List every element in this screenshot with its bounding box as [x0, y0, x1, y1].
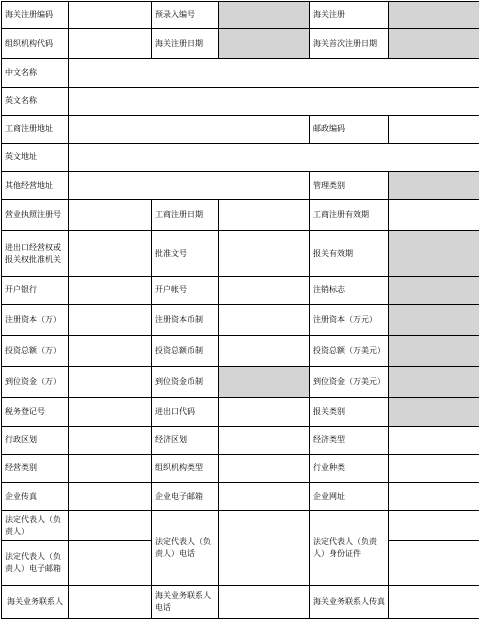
customs-contact-fax-label: 海关业务联系人传真: [310, 585, 389, 618]
cancellation-flag-label: 注销标志: [310, 276, 389, 304]
business-reg-date-value[interactable]: [219, 200, 310, 231]
customs-reg-code-label: 海关注册编码: [2, 2, 69, 29]
business-license-no-value[interactable]: [69, 200, 152, 231]
company-email-label: 企业电子邮箱: [152, 482, 219, 510]
form-row: [2, 511, 479, 541]
industry-type-value[interactable]: [389, 454, 479, 482]
tax-reg-no-value[interactable]: [69, 398, 152, 426]
import-export-code-value[interactable]: [219, 398, 310, 426]
customs-reg-date-value: [219, 29, 310, 59]
business-reg-address-label: 工商注册地址: [2, 115, 69, 143]
company-fax-value[interactable]: [69, 482, 152, 510]
org-type-label: 组织机构类型: [152, 454, 219, 482]
pre-entry-no-label: 预录入编号: [152, 2, 219, 29]
first-customs-reg-date-label: 海关首次注册日期: [310, 29, 389, 59]
legal-rep-id-label: 法定代表人（负责人）身份证件: [310, 511, 389, 585]
legal-rep-phone-value[interactable]: [219, 511, 310, 585]
trade-right-authority-label: 进出口经营权或报关权批准机关: [2, 231, 69, 276]
economic-type-label: 经济类型: [310, 426, 389, 454]
form-row: [2, 336, 479, 367]
management-category-label: 管理类别: [310, 172, 389, 200]
form-row: [2, 59, 479, 87]
total-investment-label: 投资总额（万）: [2, 336, 69, 367]
reg-capital-currency-value[interactable]: [219, 304, 310, 335]
cancellation-flag-value: [389, 276, 479, 304]
form-row: [2, 143, 479, 171]
business-reg-address-value[interactable]: [69, 115, 310, 143]
company-website-label: 企业网址: [310, 482, 389, 510]
total-investment-usd-label: 投资总额（万美元）: [310, 336, 389, 367]
customs-decl-validity-label: 报关有效期: [310, 231, 389, 276]
other-business-address-label: 其他经营地址: [2, 172, 69, 200]
paid-in-currency-label: 到位资金币制: [152, 367, 219, 398]
bank-label: 开户银行: [2, 276, 69, 304]
english-name-label: 英文名称: [2, 87, 69, 115]
legal-rep-email-label: 法定代表人（负责人）电子邮箱: [2, 541, 69, 585]
paid-in-capital-label: 到位资金（万）: [2, 367, 69, 398]
total-investment-usd-value: [389, 336, 479, 367]
customs-reg-date-label: 海关注册日期: [152, 29, 219, 59]
legal-rep-email-value[interactable]: [69, 541, 152, 585]
reg-capital-yuan-label: 注册资本（万元）: [310, 304, 389, 335]
chinese-name-value[interactable]: [69, 59, 479, 87]
customs-decl-category-value: [389, 398, 479, 426]
form-row: [2, 304, 479, 335]
form-row: [2, 29, 479, 59]
reg-capital-currency-label: 注册资本币制: [152, 304, 219, 335]
legal-rep-id-value-bottom[interactable]: [389, 541, 479, 585]
reg-capital-yuan-value: [389, 304, 479, 335]
form-row: [2, 231, 479, 276]
business-reg-validity-label: 工商注册有效期: [310, 200, 389, 231]
form-row: [2, 482, 479, 510]
form-row: [2, 172, 479, 200]
economic-zone-label: 经济区划: [152, 426, 219, 454]
customs-contact-phone-label: 海关业务联系人电话: [152, 585, 219, 618]
postal-code-value[interactable]: [389, 115, 479, 143]
approval-doc-no-label: 批准文号: [152, 231, 219, 276]
investment-currency-value[interactable]: [219, 336, 310, 367]
company-website-value[interactable]: [389, 482, 479, 510]
form-row: [2, 2, 479, 29]
org-code-value[interactable]: [69, 29, 152, 59]
company-email-value[interactable]: [219, 482, 310, 510]
english-address-value[interactable]: [69, 143, 479, 171]
tax-reg-no-label: 税务登记号: [2, 398, 69, 426]
form-row: [2, 276, 479, 304]
paid-in-capital-usd-label: 到位资金（万美元）: [310, 367, 389, 398]
chinese-name-label: 中文名称: [2, 59, 69, 87]
form-row: [2, 87, 479, 115]
form-row: [2, 200, 479, 231]
customs-contact-fax-value[interactable]: [389, 585, 479, 618]
paid-in-capital-usd-value: [389, 367, 479, 398]
customs-decl-category-label: 报关类别: [310, 398, 389, 426]
investment-currency-label: 投资总额币制: [152, 336, 219, 367]
postal-code-label: 邮政编码: [310, 115, 389, 143]
form-row: [2, 367, 479, 398]
total-investment-value[interactable]: [69, 336, 152, 367]
business-license-no-label: 营业执照注册号: [2, 200, 69, 231]
form-row: [2, 426, 479, 454]
account-no-label: 开户帐号: [152, 276, 219, 304]
org-type-value[interactable]: [219, 454, 310, 482]
form-row: [2, 585, 479, 618]
customs-contact-label: 海关业务联系人: [2, 585, 69, 618]
economic-type-value[interactable]: [389, 426, 479, 454]
legal-rep-label: 法定代表人（负责人）: [2, 511, 69, 541]
legal-rep-phone-label: 法定代表人（负责人）电话: [152, 511, 219, 585]
reg-capital-value[interactable]: [69, 304, 152, 335]
customs-decl-validity-value: [389, 231, 479, 276]
customs-contact-value[interactable]: [69, 585, 152, 618]
legal-rep-value[interactable]: [69, 511, 152, 541]
pre-entry-no-value: [219, 2, 310, 29]
business-category-label: 经营类别: [2, 454, 69, 482]
english-address-label: 英文地址: [2, 143, 69, 171]
management-category-value: [389, 172, 479, 200]
english-name-value[interactable]: [69, 87, 479, 115]
reg-capital-label: 注册资本（万）: [2, 304, 69, 335]
account-no-value[interactable]: [219, 276, 310, 304]
customs-contact-phone-value[interactable]: [219, 585, 310, 618]
business-category-value[interactable]: [69, 454, 152, 482]
admin-division-value[interactable]: [69, 426, 152, 454]
org-code-label: 组织机构代码: [2, 29, 69, 59]
customs-reg-label: 海关注册: [310, 2, 389, 29]
form-row: [2, 454, 479, 482]
customs-registration-form: [1, 1, 479, 619]
trade-right-authority-value[interactable]: [69, 231, 152, 276]
other-business-address-value[interactable]: [69, 172, 310, 200]
paid-in-capital-value[interactable]: [69, 367, 152, 398]
economic-zone-value[interactable]: [219, 426, 310, 454]
industry-type-label: 行业种类: [310, 454, 389, 482]
bank-value[interactable]: [69, 276, 152, 304]
approval-doc-no-value[interactable]: [219, 231, 310, 276]
customs-reg-code-value[interactable]: [69, 2, 152, 29]
first-customs-reg-date-value: [389, 29, 479, 59]
import-export-code-label: 进出口代码: [152, 398, 219, 426]
business-reg-date-label: 工商注册日期: [152, 200, 219, 231]
admin-division-label: 行政区划: [2, 426, 69, 454]
form-row: [2, 398, 479, 426]
legal-rep-id-value-top[interactable]: [389, 511, 479, 541]
business-reg-validity-value[interactable]: [389, 200, 479, 231]
form-row: [2, 115, 479, 143]
company-fax-label: 企业传真: [2, 482, 69, 510]
customs-reg-value: [389, 2, 479, 29]
paid-in-currency-value: [219, 367, 310, 398]
